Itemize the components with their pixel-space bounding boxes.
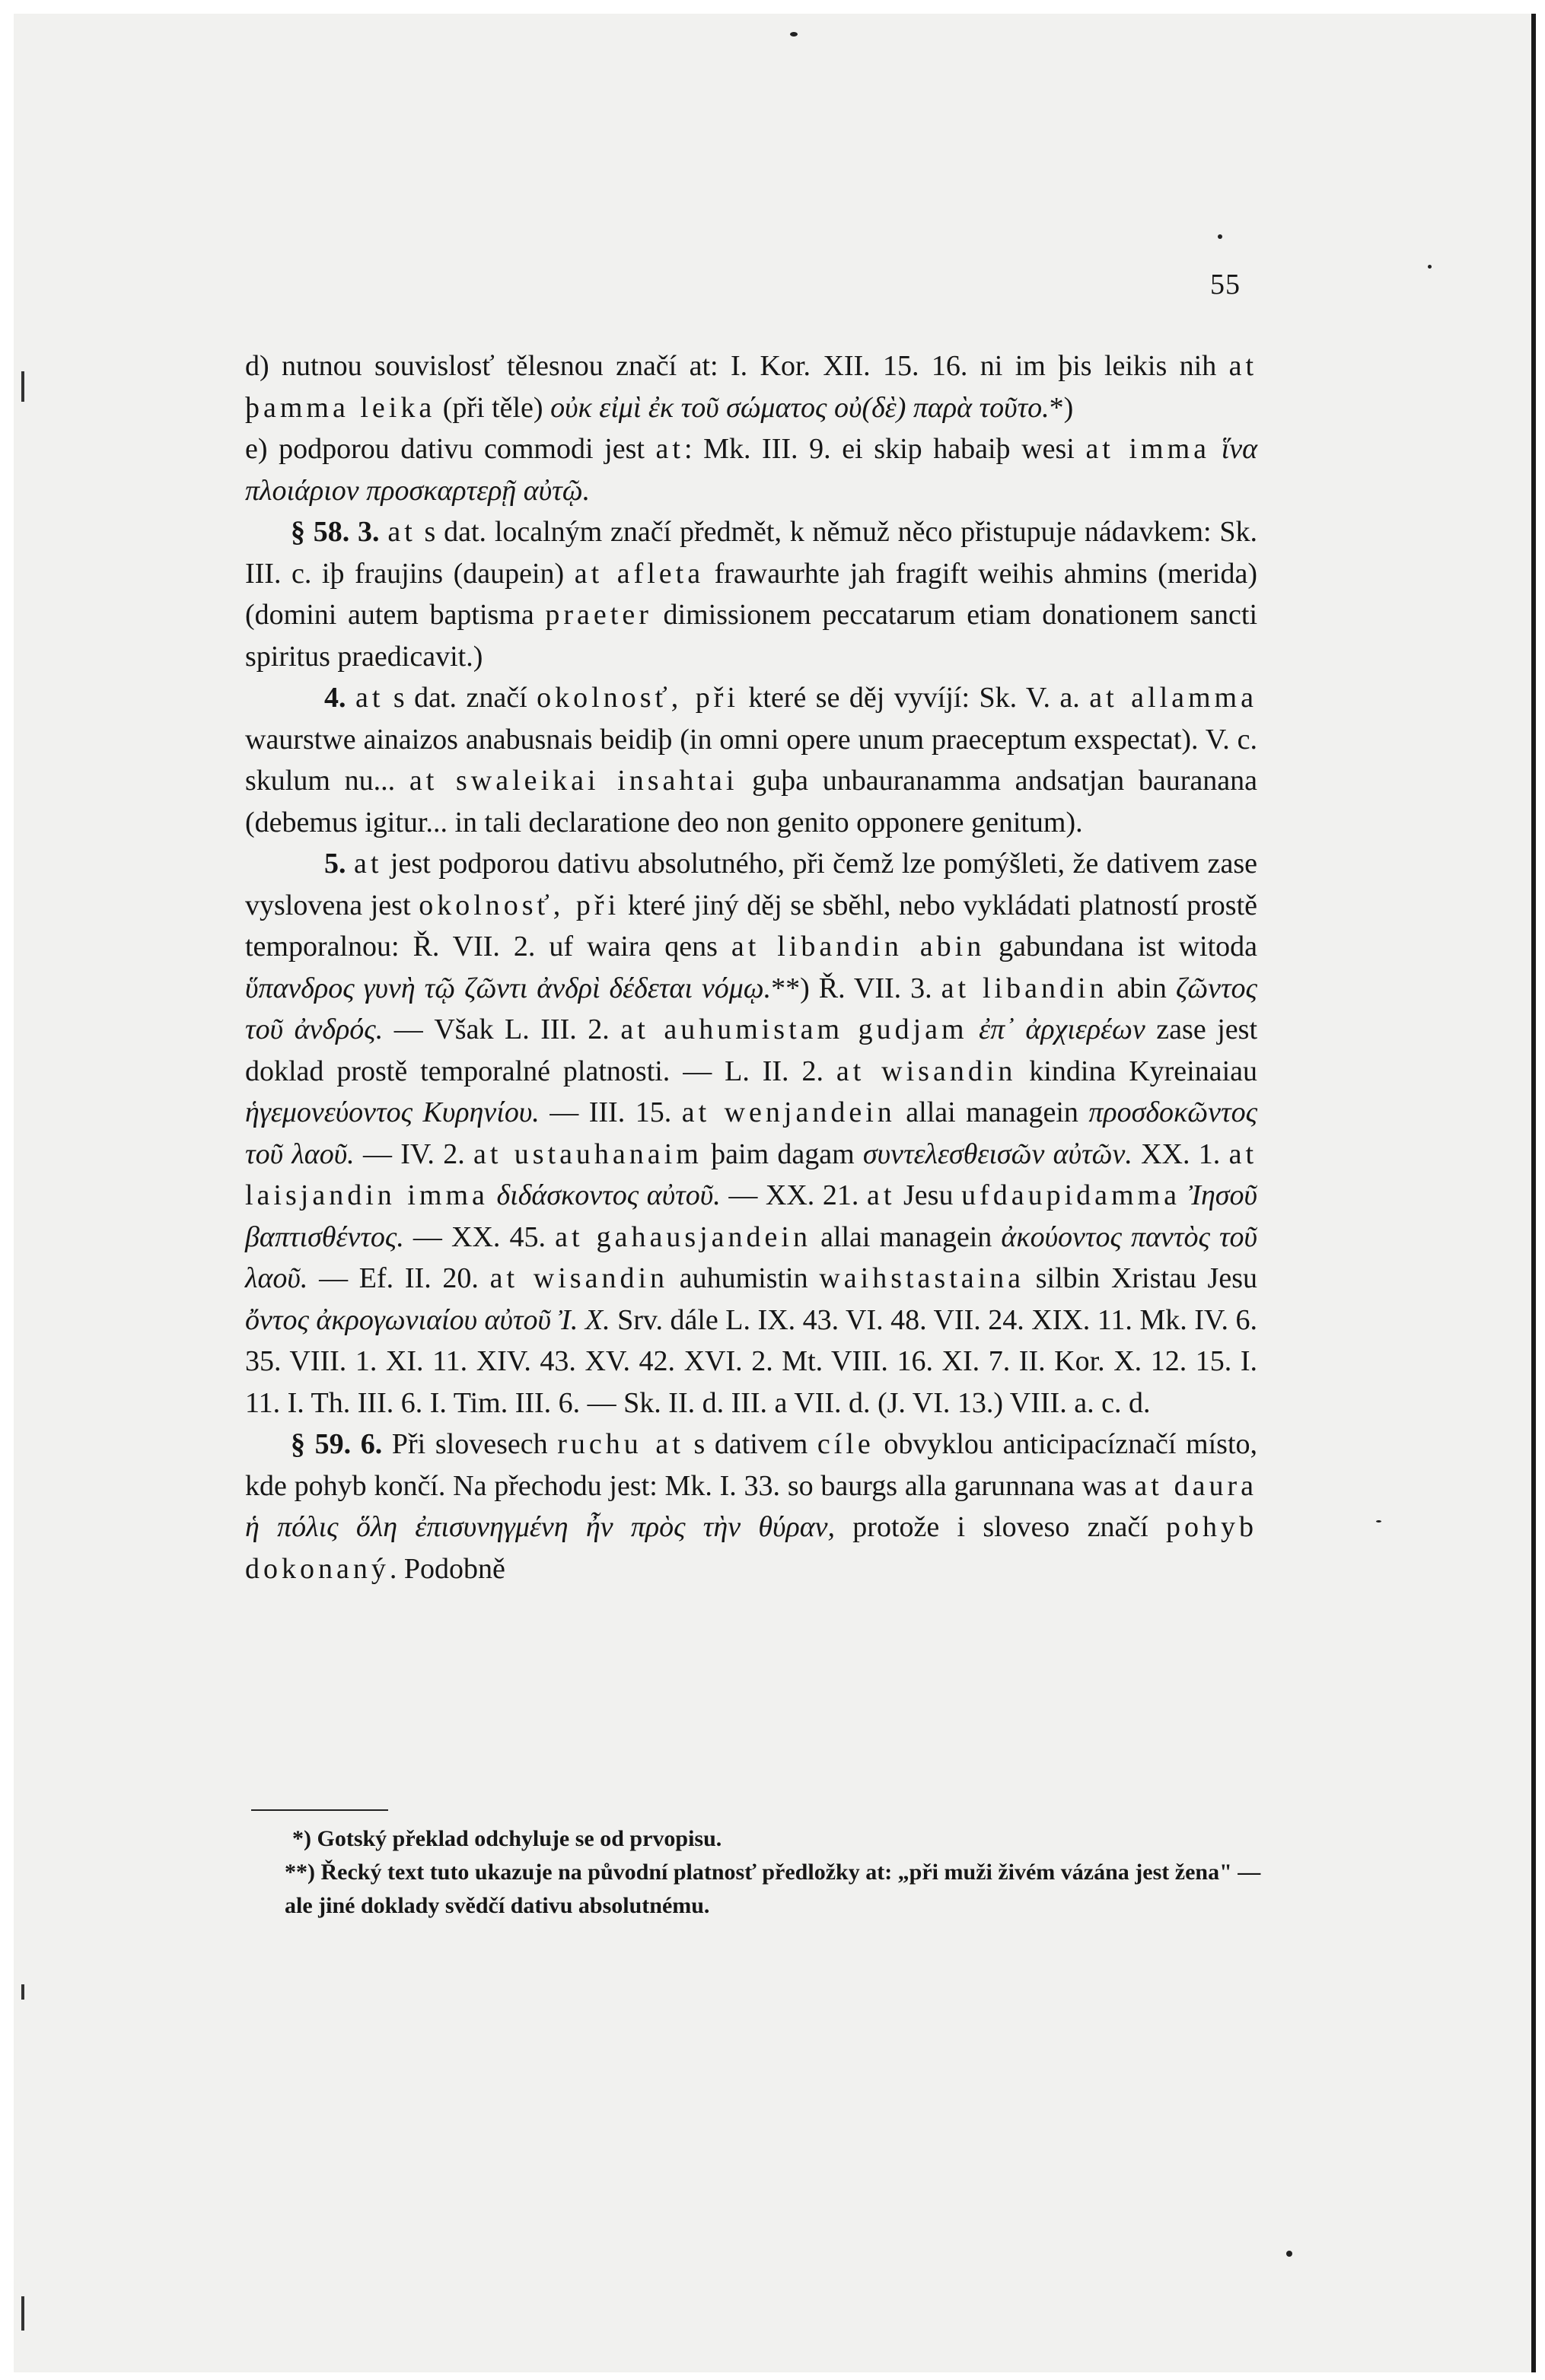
paragraph-e: e) podporou dativu commodi jest at: Mk. III. 9. ei skip habaiþ wesi at imma ἵνα πλοιάριον προσκαρτερῇ αὐτῷ. bbox=[245, 433, 1258, 507]
footnote-2: **) Řecký text tuto ukazuje na původní platnosť předložky at: „při muži živém vázána jest žena" — ale jiné doklady svědčí dativu absolutnému. bbox=[285, 1860, 1261, 1918]
paragraph-d: d) nutnou souvislosť tělesnou značí at: I. Kor. XII. 15. 16. ni im þis leikis nih at þamma leika (při těle) οὐκ εἰμὶ ἐκ τοῦ σώματος οὐ(δὲ) παρὰ τοῦτο.*) bbox=[245, 350, 1258, 424]
paragraph-58-3: § 58. 3. at s dat. localným značí předmět, k němuž něco přistupuje nádavkem: Sk. III. c. iþ fraujins (daupein) at afleta frawaurhte jah fragift weihis ahmins (merida) (domini autem baptisma praeter dimissionem peccatarum etiam donationem sancti spiritus praedicavit.) bbox=[245, 516, 1257, 673]
speck bbox=[1218, 234, 1222, 239]
paragraph-59-6: § 59. 6. Při slovesech ruchu at s dativem cíle obvyklou anticipacíznačí místo, kde pohyb končí. Na přechodu jest: Mk. I. 33. so baurgs alla garunnana was at daura ἡ πόλις ὅλη ἐπισυνηγμένη ἦν πρὸς τὴν θύραν, protože i sloveso značí pohyb dokonaný. Podobně bbox=[245, 1428, 1258, 1585]
page-number: 55 bbox=[1210, 269, 1241, 301]
speck bbox=[790, 32, 798, 37]
footnote-1: *) Gotský překlad odchyluje se od prvopisu. bbox=[292, 1826, 722, 1851]
speck bbox=[1376, 1520, 1381, 1522]
body-text bbox=[245, 345, 1257, 1589]
binding-mark bbox=[21, 1984, 24, 2000]
binding-mark bbox=[21, 2296, 24, 2331]
paragraph-4: 4. at s dat. značí okolnosť, při které se děj vyvíjí: Sk. V. a. at allamma waurstwe ainaizos anabusnais beidiþ (in omni opere unum praeceptum exspectat). V. c. skulum nu... at swaleikai insahtai guþa unbauranamma andsatjan bauranana (debemus igitur... in tali declaratione deo non genito opponere genitum). bbox=[245, 682, 1257, 838]
speck bbox=[1286, 2251, 1292, 2257]
paragraph-5: 5. at jest podporou dativu absolutného, při čemž lze pomýšleti, že dativem zase vyslovena jest okolnosť, při které jiný děj se sběhl, nebo vykládati platností prostě temporalnou: Ř. VII. 2. uf waira qens at libandin abin gabundana ist witoda ὕπανδρος γυνὴ τῷ ζῶντι ἀνδρὶ δέδεται νόμῳ.**) Ř. VII. 3. at libandin abin ζῶντος τοῦ ἀνδρός. — Však L. III. 2. at auhumistam gudjam ἐπ᾽ ἀρχιερέων zase jest doklad prostě temporalné platnosti. — L. II. 2. at wisandin kindina Kyreinaiau ἡγεμονεύοντος Κυρηνίου. — III. 15. at wenjandein allai managein προσδοκῶντος τοῦ λαοῦ. — IV. 2. at ustauhanaim þaim dagam συντελεσθεισῶν αὐτῶν. XX. 1. at laisjandin imma διδάσκοντος αὐτοῦ. — XX. 21. at Jesu ufdaupidamma Ἰησοῦ βαπτισθέντος. — XX. 45. at gahausjandein allai managein ἀκούοντος παντὸς τοῦ λαοῦ. — Ef. II. 20. at wisandin auhumistin waihstastaina silbin Xristau Jesu ὄντος ἀκρογωνιαίου αὐτοῦ Ἰ. Χ. Srv. dále L. IX. 43. VI. 48. VII. 24. XIX. 11. Mk. IV. 6. 35. VIII. 1. XI. 11. XIV. 43. XV. 42. XVI. 2. Mt. VIII. 16. XI. 7. II. Kor. X. 12. 15. I. 11. I. Th. III. 6. I. Tim. III. 6. — Sk. II. d. III. a VII. d. (J. VI. 13.) VIII. a. c. d. bbox=[245, 848, 1258, 1419]
footnotes bbox=[250, 1822, 1262, 1923]
speck bbox=[1428, 265, 1432, 269]
binding-mark bbox=[21, 371, 24, 402]
footnote-rule bbox=[251, 1809, 388, 1811]
